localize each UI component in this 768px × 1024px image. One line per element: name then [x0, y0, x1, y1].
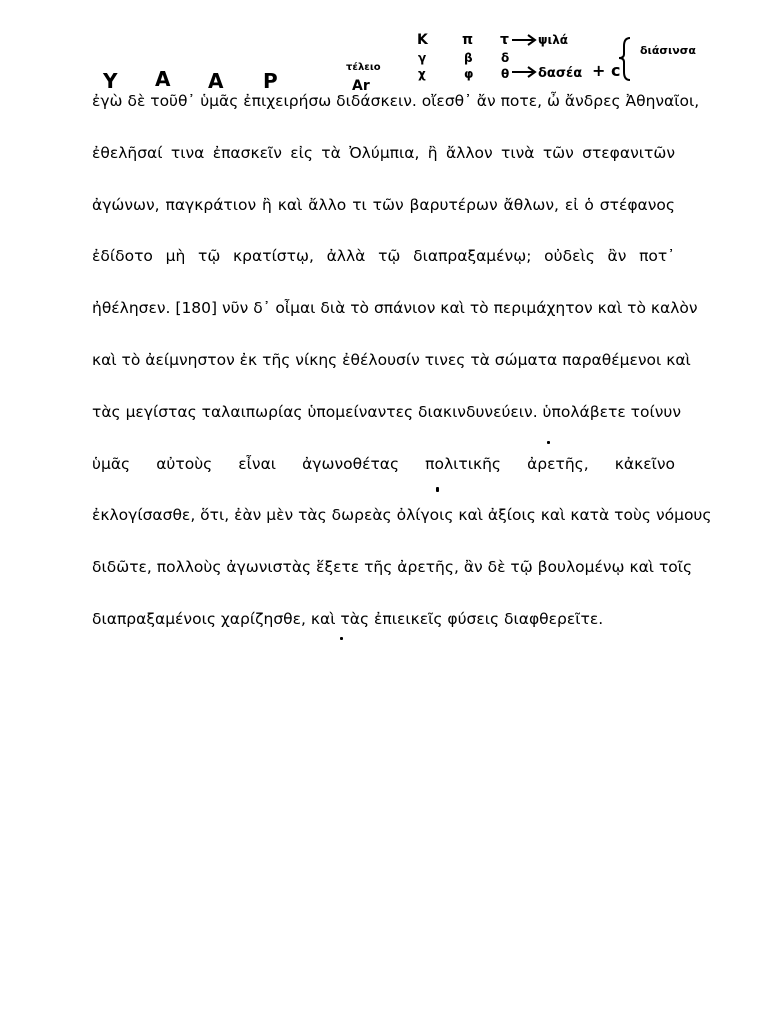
passage-line-4: ἐδίδοτο μὴ τῷ κρατίστῳ, ἀλλὰ τῷ διαπραξαμένῳ; οὐδεὶς ἂν ποτ᾽: [92, 247, 675, 266]
annotation-col-k-2: γ: [418, 51, 427, 65]
annotation-psila: ψιλά: [538, 33, 569, 47]
stray-dot-2: [436, 487, 439, 492]
passage-line-7: τὰς μεγίστας ταλαιπωρίας ὑπομείναντες διακινδυνεύειν. ὑπολάβετε τοίνυν: [92, 402, 681, 421]
annotation-col-k-3: χ: [418, 67, 426, 81]
stray-dot-3: [340, 637, 343, 640]
annotation-col-p-2: β: [464, 51, 473, 65]
annotation-col-p-3: φ: [464, 67, 474, 81]
passage-line-10: διδῶτε, πολλοὺς ἀγωνιστὰς ἕξετε τῆς ἀρετῆς, ἂν δὲ τῷ βουλομένῳ καὶ τοῖς: [92, 558, 693, 577]
passage-line-5: ἠθέλησεν. [180] νῦν δ᾽ οἶμαι διὰ τὸ σπάνιον καὶ τὸ περιμάχητον καὶ τὸ καλὸν: [92, 299, 698, 318]
annotation-plus-c: + c: [592, 61, 621, 80]
annotation-small-note: τέλειο: [346, 62, 381, 73]
annotation-col-z-2: δ: [501, 51, 510, 65]
passage-line-9: ἐκλογίσασθε, ὅτι, ἐὰν μὲν τὰς δωρεὰς ὀλίγοις καὶ ἀξίοις καὶ κατὰ τοὺς νόμους: [92, 506, 712, 525]
passage-line-11: διαπραξαμένοις χαρίζησθε, καὶ τὰς ἐπιεικεῖς φύσεις διαφθερεῖτε.: [92, 609, 604, 628]
annotation-col-p-1: π: [462, 32, 474, 48]
stray-dot-1: [547, 441, 550, 444]
passage-line-1: ἐγὼ δὲ τοῦθ᾽ ὑμᾶς ἐπιχειρήσω διδάσκειν. οἴεσθ᾽ ἄν ποτε, ὦ ἄνδρες Ἀθηναῖοι,: [92, 92, 700, 110]
passage-line-2: ἐθελῆσαί τινα ἐπασκεῖν εἰς τὰ Ὀλύμπια, ἢ ἄλλον τινὰ τῶν στεφανιτῶν: [92, 143, 675, 162]
annotation-letter-a1: A: [155, 67, 171, 91]
passage-line-6: καὶ τὸ ἀείμνηστον ἐκ τῆς νίκης ἐθέλουσίν τινες τὰ σώματα παραθέμενοι καὶ: [92, 350, 691, 369]
passage-line-8: ὑμᾶς αὐτοὺς εἶναι ἀγωνοθέτας πολιτικῆς ἀρετῆς, κἀκεῖνο: [92, 454, 675, 473]
arrow-to-daseia: [512, 67, 535, 77]
annotation-letter-a2: A: [208, 69, 224, 93]
annotation-brace-label: διάσινσα: [640, 44, 696, 57]
passage-line-3: ἀγώνων, παγκράτιον ἢ καὶ ἄλλο τι τῶν βαρυτέρων ἄθλων, εἰ ὁ στέφανος: [92, 195, 675, 214]
annotation-col-z-3: θ: [501, 67, 510, 81]
annotation-col-k-1: K: [417, 32, 428, 48]
annotation-brace: [619, 38, 630, 80]
annotation-letter-y: Y: [103, 69, 118, 93]
annotation-ar: Ar: [352, 78, 370, 94]
annotation-letter-p: P: [263, 69, 278, 93]
annotation-col-z-1: τ: [500, 32, 509, 48]
greek-passage: [92, 88, 712, 658]
annotation-daseia: δασέα: [538, 66, 583, 81]
arrow-to-psila: [512, 35, 535, 45]
